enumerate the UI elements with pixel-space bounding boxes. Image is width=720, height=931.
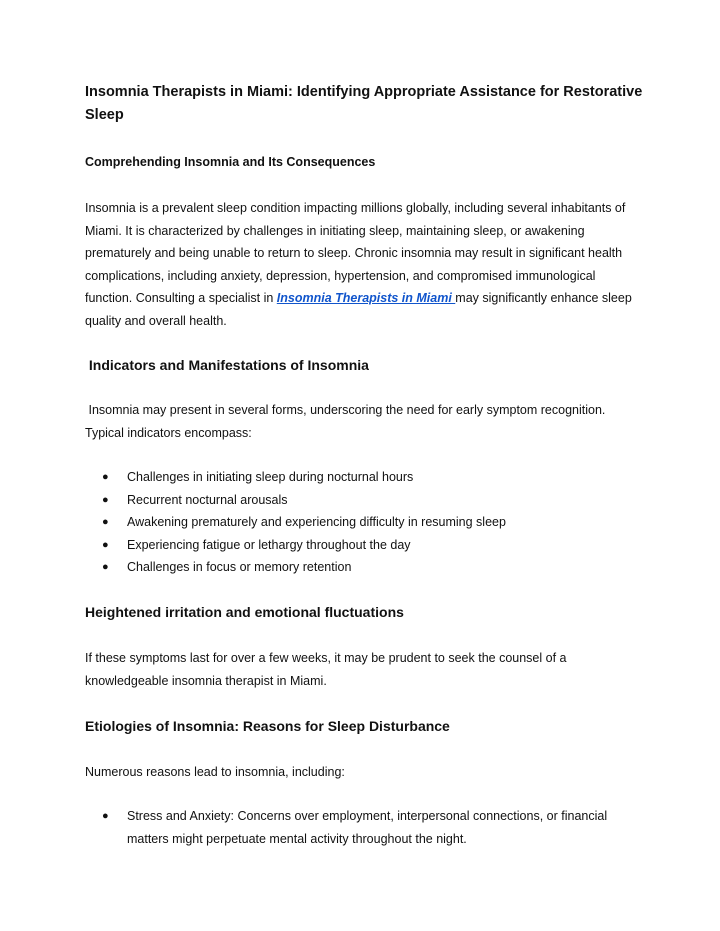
paragraph-comprehending [85,197,645,332]
bullet-icon: ● [102,493,109,506]
list-item: ● Recurrent nocturnal arousals [85,489,645,512]
insomnia-therapists-link[interactable]: Insomnia Therapists in Miami [276,291,456,305]
bullet-icon: ● [102,561,109,573]
list-item: ● Challenges in initiating sleep during nocturnal hours [85,466,645,489]
list-item: ● Experiencing fatigue or lethargy throughout the day [85,534,645,557]
bullet-icon: ● [102,538,109,551]
section-heading-irritation: Heightened irritation and emotional fluctuations [85,604,404,620]
causes-list [85,805,645,850]
bullet-icon: ● [102,810,109,822]
list-item: ● Awakening prematurely and experiencing difficulty in resuming sleep [85,511,645,534]
symptoms-list [85,466,645,579]
section-heading-comprehending: Comprehending Insomnia and Its Consequences [85,155,376,169]
paragraph-text-before-link: Insomnia is a prevalent sleep condition impacting millions globally, including several inhabitants of Miami. It is characterized by challenges in initiating sleep, maintaining sleep, or awakening prematurely and being unable to return to sleep. Chronic insomnia may result in significant health complications, including anxiety, depression, hypertension, and compromised immunological function. Consulting a specialist in [85,201,626,305]
bullet-icon: ● [102,516,109,528]
list-item: ● Challenges in focus or memory retention [85,556,645,579]
paragraph-irritation: If these symptoms last for over a few weeks, it may be prudent to seek the counsel of a knowledgeable insomnia therapist in Miami. [85,651,567,688]
section-heading-etiologies: Etiologies of Insomnia: Reasons for Sleep Disturbance [85,718,450,734]
paragraph-indicators-intro: Insomnia may present in several forms, underscoring the need for early symptom recognition. Typical indicators encompass: [85,403,609,440]
document-title: Insomnia Therapists in Miami: Identifying Appropriate Assistance for Restorative Sleep [85,84,643,123]
paragraph-etiologies-intro: Numerous reasons lead to insomnia, including: [85,765,345,779]
paragraph-text-after-link: may significantly enhance sleep quality and overall health. [85,291,632,328]
section-heading-indicators: Indicators and Manifestations of Insomnia [85,357,369,373]
bullet-icon: ● [102,471,109,483]
list-item: ● Stress and Anxiety: Concerns over employment, interpersonal connections, or financial matters might perpetuate mental activity throughout the night. [85,805,645,850]
